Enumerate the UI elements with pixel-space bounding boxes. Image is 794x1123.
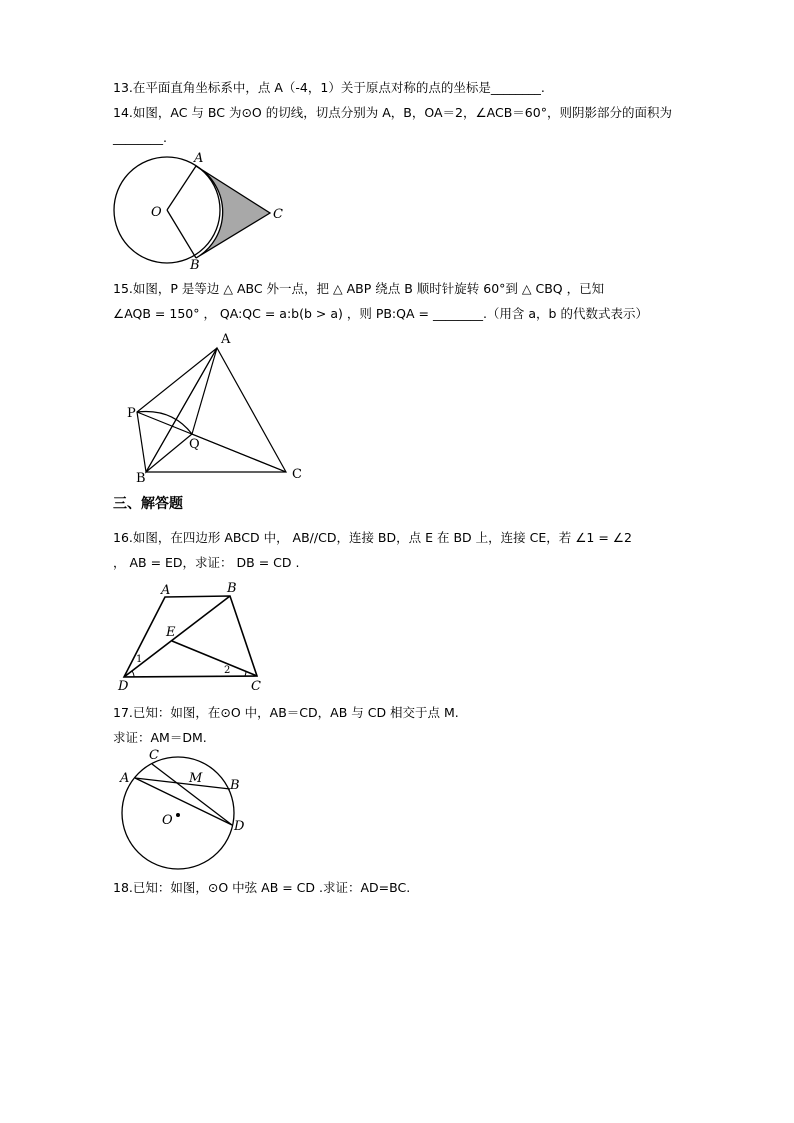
q14-text: 14.如图，AC 与 BC 为⊙O 的切线，切点分别为 A，B，OA＝2，∠ACB＝60°，则阴影部分的面积为 [113,105,672,120]
q15-triangle-abc [146,348,286,472]
q18-text: 18.已知：如图，⊙O 中弦 AB = CD .求证：AD=BC. [113,880,411,895]
q17-segment-ad [135,778,232,825]
q15-triangle-abp [137,348,217,472]
q16-angle-1-arc [132,671,134,677]
q14-label-a: A [194,151,204,166]
q16-label-a: A [161,583,171,598]
q16-label-d: D [118,679,129,694]
q17-label-a: A [120,771,130,786]
q16-quadrilateral-abcd [124,596,257,677]
q13-text: 13.在平面直角坐标系中，点 A（-4，1）关于原点对称的点的坐标是________. [113,80,545,95]
q17-label-o: O [162,813,173,828]
q15-label-b: B [136,471,146,486]
q14-label-c: C [273,207,283,222]
q15-segment-pc [137,412,286,472]
q16-label-e: E [166,625,176,640]
q17-line1: 17.已知：如图，在⊙O 中，AB＝CD，AB 与 CD 相交于点 M. [113,705,459,720]
q17-label-b: B [230,778,240,793]
q16-figure [115,582,275,692]
section-title: 三、解答题 [113,496,183,512]
q16-segment-ce [172,641,257,676]
q15-label-a: A [221,332,231,347]
q14-radius-ob [167,210,196,258]
q17-label-m: M [189,771,203,786]
q17-label-d: D [234,819,245,834]
q15-line1: 15.如图，P 是等边 △ ABC 外一点，把 △ ABP 绕点 B 顺时针旋转 60°到 △ CBQ ，已知 [113,281,605,296]
q16-line2: ， AB = ED，求证： DB = CD . [113,555,300,570]
q14-label-o: O [151,205,162,220]
q15-segment-qb [146,434,192,472]
q15-line2: ∠AQB = 150° ， QA:QC = a:b(b > a) ，则 PB:QA = ________.（用含 a，b 的代数式表示） [113,306,648,321]
q15-label-p: P [127,406,136,421]
q17-label-c: C [149,748,159,763]
q17-line2: 求证：AM＝DM. [113,730,207,745]
q16-line1: 16.如图，在四边形 ABCD 中， AB//CD，连接 BD，点 E 在 BD 上，连接 CE，若 ∠1 = ∠2 [113,530,632,545]
q15-label-c: C [292,467,302,482]
q16-label-2: 2 [224,665,231,676]
q16-label-1: 1 [136,654,143,665]
q17-center-dot [176,813,180,817]
q14-figure [110,150,310,273]
q14-label-b: B [190,258,200,273]
q14-blank: ________. [113,130,167,145]
q14-radius-oa [167,166,196,210]
q17-figure [115,745,255,870]
q16-label-b: B [227,581,237,596]
q15-label-q: Q [189,437,200,452]
q15-figure [120,330,320,485]
q16-label-c: C [251,679,261,694]
q15-segment-qa [192,348,217,434]
